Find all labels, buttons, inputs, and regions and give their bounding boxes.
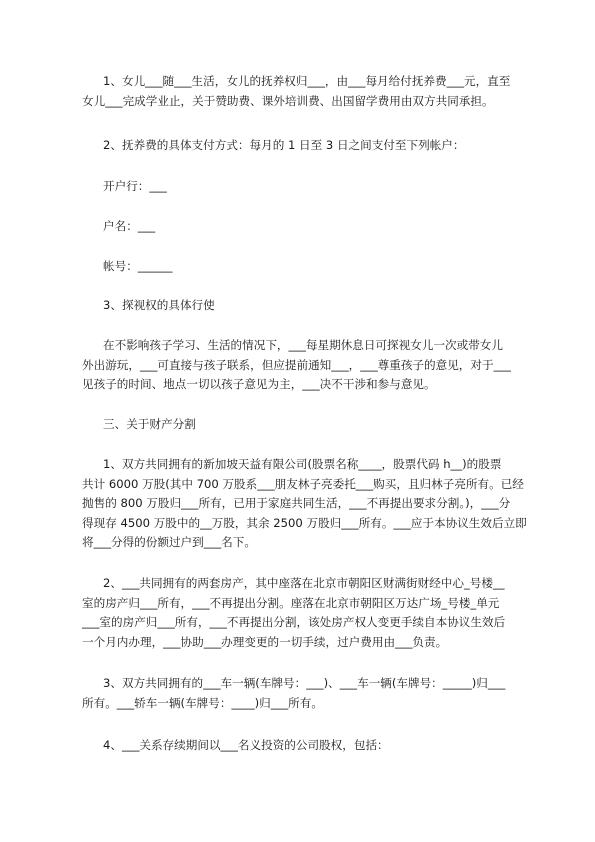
text-line: 1、女儿___随___生活，女儿的抚养权归___，由___每月给付抚养费___元，直至 bbox=[103, 74, 511, 88]
text-line: 3、双方共同拥有的___车一辆(车牌号：___)、___车一辆(车牌号：_____)归___ bbox=[103, 676, 506, 690]
text-line: 外出游玩，___可直接与孩子联系，但应提前通知___，___尊重孩子的意见，对于___ bbox=[82, 357, 511, 372]
paragraph-stock-clause bbox=[82, 455, 526, 553]
paragraph-custody-clause bbox=[82, 72, 526, 111]
text-line: 得现存 4500 万股中的__万股，其余 2500 万股归___所有。___应于本协议生效后立即 bbox=[82, 515, 527, 530]
text-line: 2、抚养费的具体支付方式：每月的 1 日至 3 日之间支付至下列帐户： bbox=[103, 138, 465, 152]
text-line: 将___分得的份额过户到___名下。 bbox=[82, 535, 256, 550]
text-line: 3、探视权的具体行使 bbox=[103, 298, 215, 312]
paragraph-payment-method bbox=[82, 136, 526, 156]
heading-visitation bbox=[82, 296, 526, 316]
field-account-name bbox=[103, 217, 155, 237]
text-line: 三、关于财产分割 bbox=[103, 417, 196, 431]
text-line: 开户行：___ bbox=[103, 179, 167, 193]
paragraph-equity-clause bbox=[82, 736, 526, 756]
paragraph-vehicle-clause bbox=[82, 674, 526, 713]
text-line: 所有。___轿车一辆(车牌号：____)归___所有。 bbox=[82, 695, 323, 710]
text-line: 1、双方共同拥有的新加坡天益有限公司(股票名称____，股票代码 h__)的股票 bbox=[103, 457, 502, 471]
paragraph-property-clause bbox=[82, 574, 526, 652]
text-line: 4、___关系存续期间以___名义投资的公司股权，包括： bbox=[103, 738, 389, 752]
heading-section-three bbox=[82, 415, 526, 435]
text-line: 见孩子的时间、地点一切以孩子意见为主，___决不干涉和参与意见。 bbox=[82, 377, 436, 392]
text-line: ___室的房产归___所有，___不再提出分割，该处房产权人变更手续自本协议生效后 bbox=[82, 615, 506, 630]
text-line: 户名：___ bbox=[103, 219, 156, 233]
text-line: 一个月内办理，___协助___办理变更的一切手续，过户费用由___负责。 bbox=[82, 634, 448, 649]
paragraph-visitation-clause bbox=[82, 336, 526, 395]
text-line: 女儿___完成学业止，关于赞助费、课外培训费、出国留学费用由双方共同承担。 bbox=[82, 93, 494, 108]
text-line: 在不影响孩子学习、生活的情况下，___每星期休息日可探视女儿一次或带女儿 bbox=[103, 338, 503, 352]
field-account-number bbox=[103, 257, 173, 277]
text-line: 抛售的 800 万股归___所有，已用于家庭共同生活，___不再提出要求分割。)，___分 bbox=[82, 496, 511, 511]
text-line: 室的房产归___所有，___不再提出分割。座落在北京市朝阳区万达广场_号楼_单元 bbox=[82, 595, 500, 610]
field-bank-name bbox=[103, 177, 167, 197]
text-line: 帐号：______ bbox=[103, 259, 173, 273]
text-line: 共计 6000 万股(其中 700 万股系___朋友林子亮委托___购买，且归林子亮所有。已经 bbox=[82, 476, 524, 491]
text-line: 2、___共同拥有的两套房产，其中座落在北京市朝阳区财满街财经中心_号楼__ bbox=[103, 576, 505, 590]
